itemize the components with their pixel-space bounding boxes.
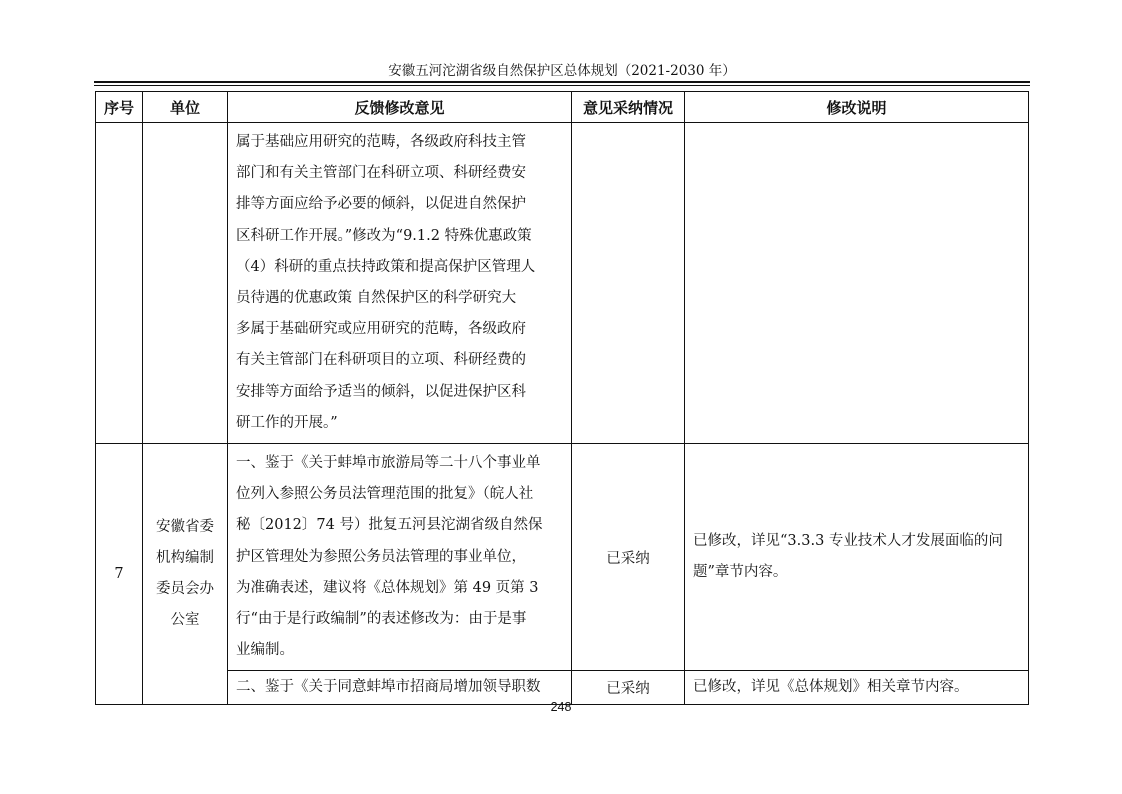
feedback-line: 部门和有关主管部门在科研立项、科研经费安 [236, 165, 526, 182]
feedback-line: 位列入参照公务员法管理范围的批复》（皖人社 [236, 486, 534, 503]
note-line: 已修改，详见《总体规划》相关章节内容。 [693, 679, 969, 696]
feedback-line: 区科研工作开展。”修改为“9.1.2 特殊优惠政策 [236, 227, 532, 244]
cell-feedback [228, 123, 572, 444]
unit-line: 机构编制 [156, 550, 214, 567]
document-header: 安徽五河沱湖省级自然保护区总体规划（2021-2030 年） [388, 63, 736, 79]
unit-line: 安徽省委 [156, 519, 214, 536]
note-line: 已修改，详见“3.3.3 专业技术人才发展面临的问 [693, 533, 1003, 550]
col-header-unit: 单位 [143, 92, 228, 123]
feedback-line: 二、鉴于《关于同意蚌埠市招商局增加领导职数 [236, 679, 541, 696]
feedback-line: 多属于基础研究或应用研究的范畴，各级政府 [236, 321, 526, 338]
feedback-line: 有关主管部门在科研项目的立项、科研经费的 [236, 352, 526, 369]
col-header-feedback: 反馈修改意见 [228, 92, 572, 123]
header-rule-thin [94, 85, 1030, 86]
feedback-line: 行“由于是行政编制”的表述修改为：由于是事 [236, 611, 527, 628]
cell-feedback [228, 444, 572, 671]
cell-no [96, 123, 143, 444]
cell-adoption: 已采纳 [572, 671, 685, 705]
page-number: 248 [550, 700, 572, 714]
feedback-line: 护区管理处为参照公务员法管理的事业单位， [236, 548, 526, 565]
feedback-line: 为准确表述，建议将《总体规划》第 49 页第 3 [236, 579, 539, 596]
cell-adoption: 已采纳 [572, 444, 685, 671]
feedback-line: 排等方面应给予必要的倾斜，以促进自然保护 [236, 196, 526, 213]
cell-unit [143, 444, 228, 705]
feedback-line: （4）科研的重点扶持政策和提高保护区管理人 [236, 258, 536, 275]
feedback-line: 安排等方面给予适当的倾斜，以促进保护区科 [236, 383, 526, 400]
cell-no: 7 [96, 444, 143, 705]
col-header-no: 序号 [96, 92, 143, 123]
table-row [96, 123, 1029, 444]
feedback-line: 属于基础应用研究的范畴，各级政府科技主管 [236, 134, 526, 150]
feedback-table [95, 91, 1029, 705]
feedback-line: 秘〔2012〕74 号）批复五河县沱湖省级自然保 [236, 517, 543, 534]
col-header-note: 修改说明 [685, 92, 1029, 123]
cell-note [685, 123, 1029, 444]
table-header-row [96, 92, 1029, 123]
cell-note [685, 444, 1029, 671]
cell-adoption [572, 123, 685, 444]
feedback-line: 业编制。 [236, 642, 294, 659]
feedback-line: 一、鉴于《关于蚌埠市旅游局等二十八个事业单 [236, 455, 541, 472]
feedback-line: 员待遇的优惠政策 自然保护区的科学研究大 [236, 290, 517, 307]
cell-unit [143, 123, 228, 444]
note-line: 题”章节内容。 [693, 564, 788, 581]
col-header-adoption: 意见采纳情况 [572, 92, 685, 123]
header-rule-thick [94, 81, 1030, 83]
table-row [96, 444, 1029, 671]
unit-line: 公室 [170, 612, 200, 629]
unit-line: 委员会办 [156, 581, 214, 598]
feedback-line: 研工作的开展。” [236, 414, 338, 431]
